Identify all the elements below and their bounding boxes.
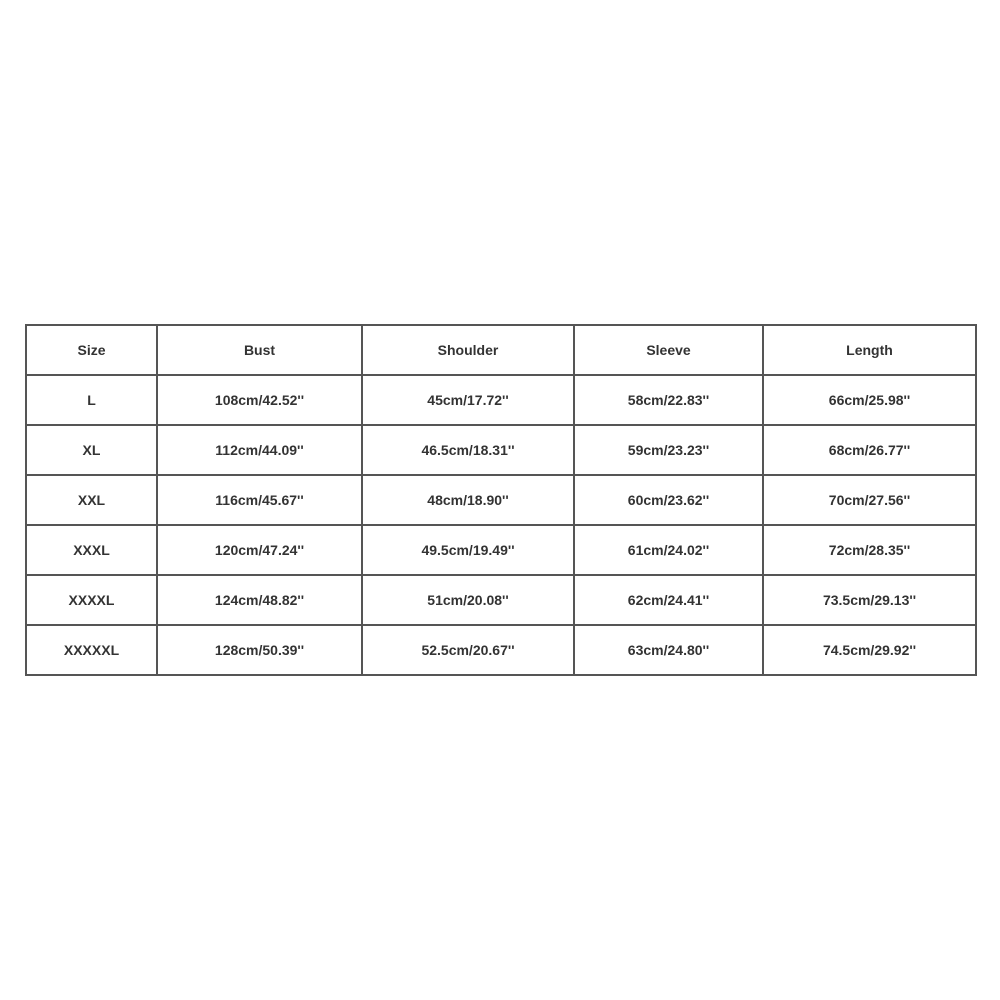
cell-length: 70cm/27.56'' xyxy=(763,475,976,525)
cell-length: 72cm/28.35'' xyxy=(763,525,976,575)
cell-shoulder: 49.5cm/19.49'' xyxy=(362,525,574,575)
table-row xyxy=(26,475,976,525)
cell-length: 73.5cm/29.13'' xyxy=(763,575,976,625)
header-bust: Bust xyxy=(157,325,362,375)
cell-shoulder: 52.5cm/20.67'' xyxy=(362,625,574,675)
header-length: Length xyxy=(763,325,976,375)
cell-sleeve: 59cm/23.23'' xyxy=(574,425,763,475)
cell-size: XXXXXL xyxy=(26,625,157,675)
cell-size: XXXL xyxy=(26,525,157,575)
cell-bust: 108cm/42.52'' xyxy=(157,375,362,425)
cell-size: XL xyxy=(26,425,157,475)
cell-size: XXXXL xyxy=(26,575,157,625)
cell-sleeve: 60cm/23.62'' xyxy=(574,475,763,525)
table-row xyxy=(26,375,976,425)
header-sleeve: Sleeve xyxy=(574,325,763,375)
cell-length: 74.5cm/29.92'' xyxy=(763,625,976,675)
cell-size: XXL xyxy=(26,475,157,525)
cell-shoulder: 48cm/18.90'' xyxy=(362,475,574,525)
header-shoulder: Shoulder xyxy=(362,325,574,375)
header-size: Size xyxy=(26,325,157,375)
cell-bust: 120cm/47.24'' xyxy=(157,525,362,575)
cell-bust: 124cm/48.82'' xyxy=(157,575,362,625)
cell-bust: 112cm/44.09'' xyxy=(157,425,362,475)
size-chart-table xyxy=(25,324,977,676)
cell-sleeve: 63cm/24.80'' xyxy=(574,625,763,675)
cell-shoulder: 46.5cm/18.31'' xyxy=(362,425,574,475)
table-row xyxy=(26,625,976,675)
cell-length: 68cm/26.77'' xyxy=(763,425,976,475)
cell-shoulder: 51cm/20.08'' xyxy=(362,575,574,625)
cell-bust: 116cm/45.67'' xyxy=(157,475,362,525)
cell-shoulder: 45cm/17.72'' xyxy=(362,375,574,425)
cell-sleeve: 61cm/24.02'' xyxy=(574,525,763,575)
cell-sleeve: 58cm/22.83'' xyxy=(574,375,763,425)
table-row xyxy=(26,525,976,575)
table-row xyxy=(26,575,976,625)
header-row xyxy=(26,325,976,375)
cell-bust: 128cm/50.39'' xyxy=(157,625,362,675)
cell-sleeve: 62cm/24.41'' xyxy=(574,575,763,625)
cell-length: 66cm/25.98'' xyxy=(763,375,976,425)
table-row xyxy=(26,425,976,475)
cell-size: L xyxy=(26,375,157,425)
